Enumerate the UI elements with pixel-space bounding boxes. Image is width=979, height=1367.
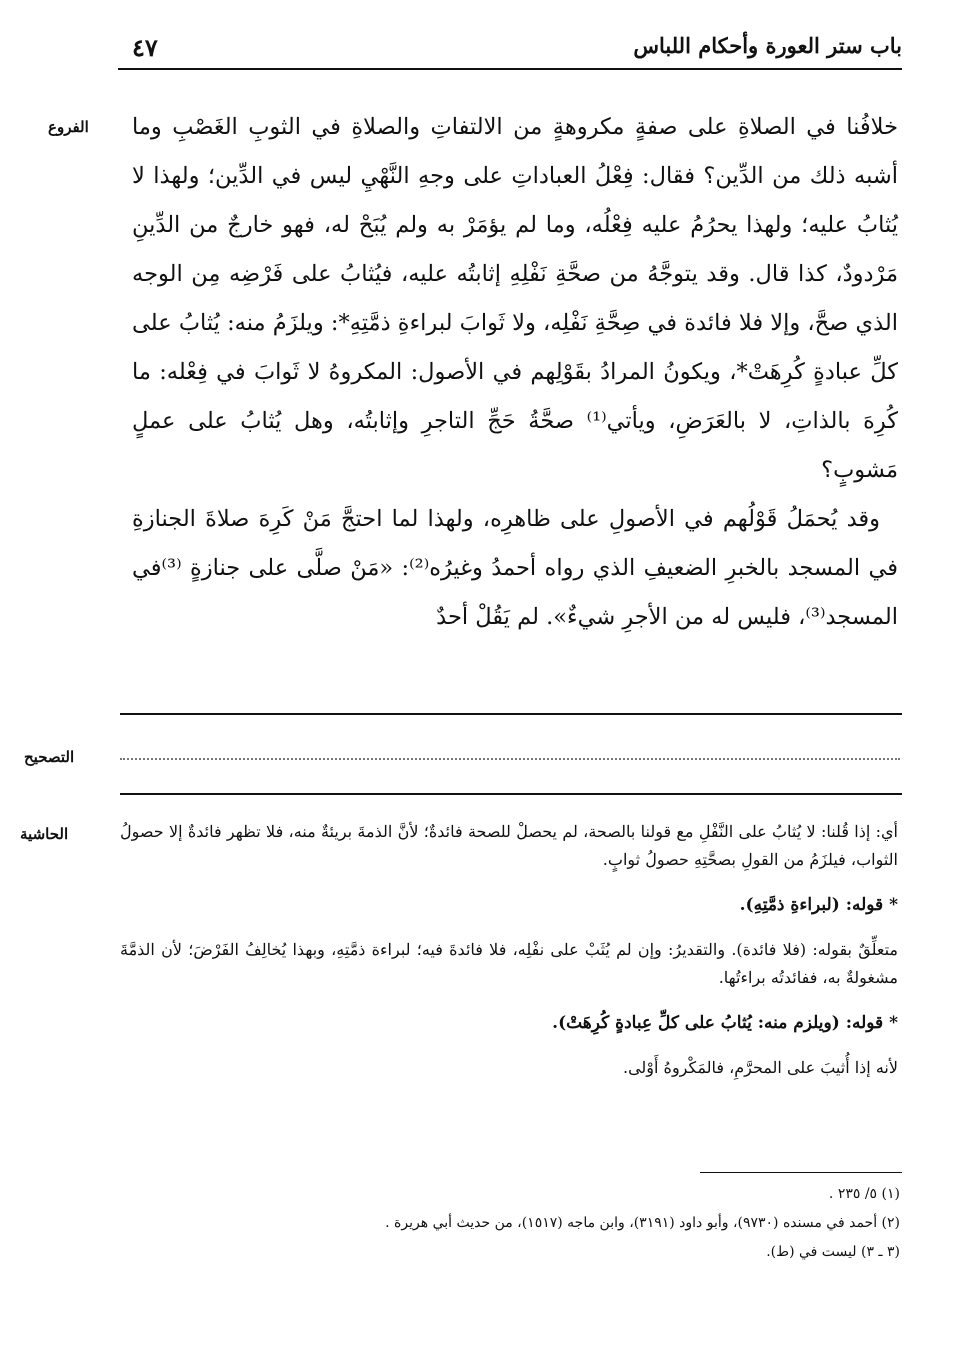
- main-paragraph: خلافُنا في الصلاةِ على صفةٍ مكروهةٍ من الالتفاتِ والصلاةِ في الثوبِ الغَصْبِ وما أشبه ذلك من الدِّين؟ فقال: فِعْلُ العباداتِ على وجهِ النَّهْيِ ليس في الدِّين؛ ولهذا لا يُثابُ عليه؛ ولهذا يحرُمُ عليه فِعْلُه، وما لم يؤمَرْ به ولم يُبَحْ له، فهو خارجٌ من الدِّينِ مَرْدودٌ، كذا قال. وقد يتوجَّهُ من صحَّةِ نَفْلِهِ إثابتُه عليه، فيُثابُ على فَرْضِه مِن الوجه الذي صحَّ، وإلا فلا فائدة في صِحَّةِ نَفْلِه، ولا ثَوابَ لبراءةِ ذمَّتِهِ*: ويلزَمُ منه: يُثابُ على كلِّ عبادةٍ كُرِهَتْ*، ويكونُ المرادُ بقَوْلِهم في الأصول: المكروهُ لا ثَوابَ في فِعْله: ما كُرِهَ بالذاتِ، لا بالعَرَضِ، ويأتي⁽¹⁾ صحَّةُ حَجِّ التاجرِ وإثابتُه، وهل يُثابُ على عملٍ مَشوبٍ؟: [132, 114, 898, 483]
- section-label-hashiya: الحاشية: [20, 825, 69, 843]
- footnote: (٣ ـ ٣) ليست في (ط).: [766, 1244, 900, 1260]
- chapter-title: باب ستر العورة وأحكام اللباس: [633, 33, 902, 58]
- section-label-furu: الفروع: [48, 118, 89, 136]
- footnote-rule: [700, 1172, 902, 1173]
- commentary-heading: * قوله: (لبراءةِ ذمَّتِهِ).: [739, 895, 898, 915]
- page-number: ٤٧: [132, 33, 158, 62]
- footnotes: [200, 1180, 900, 1267]
- page-header: [118, 33, 902, 67]
- commentary-paragraph: لأنه إذا أُثيبَ على المحرَّمِ، فالمَكْروهُ أَوْلى.: [623, 1058, 898, 1077]
- commentary-paragraph: أي: إذا قُلنا: لا يُثابُ على النَّفْلِ مع قولنا بالصحة، لم يحصلْ للصحة فائدةٌ؛ لأنَّ الذمةَ بريئةٌ منه، فلا تظهر فائدةٌ إلا حصولُ الثواب، فيلزَمُ من القولِ بصحَّتِهِ حصولُ ثوابٍ.: [120, 822, 898, 869]
- footnote: (١) ٥/ ٢٣٥ .: [828, 1186, 900, 1202]
- commentary-paragraph: متعلِّقٌ بقوله: (فلا فائدة). والتقديرُ: وإن لم يُثَبْ على نفْلِه، فلا فائدةَ فيه؛ لبراءة ذمَّتِهِ، وبهذا يُخالِفُ الفَرْضَ؛ لأن الذمَّةَ مشغولةٌ به، ففائدتُه براءتُها.: [120, 940, 898, 987]
- tashih-dotted-line: [120, 758, 900, 760]
- header-rule: [118, 68, 902, 70]
- section-label-tashih: التصحيح: [24, 748, 75, 766]
- commentary: [120, 818, 898, 1099]
- footnote: (٢) أحمد في مسنده (٩٧٣٠)، وأبو داود (٣١٩١)، وابن ماجه (١٥١٧)، من حديث أبي هريرة .: [385, 1215, 900, 1231]
- main-text: [132, 103, 898, 642]
- commentary-heading: * قوله: (ويلزم منه: يُثابُ على كلِّ عِبادةٍ كُرِهَتْ).: [552, 1013, 898, 1033]
- section-divider: [120, 713, 902, 715]
- section-divider: [120, 793, 902, 795]
- main-paragraph: وقد يُحمَلُ قَوْلُهم في الأصولِ على ظاهرِه، ولهذا لما احتجَّ مَنْ كَرِهَ صلاةَ الجنازةِ في المسجد بالخبرِ الضعيفِ الذي رواه أحمدُ وغيرُه⁽²⁾: «مَنْ صلَّى على جنازةٍ ⁽³⁾في المسجد⁽³⁾، فليس له من الأجرِ شيءٌ». لم يَقُلْ أحدٌ: [132, 506, 898, 630]
